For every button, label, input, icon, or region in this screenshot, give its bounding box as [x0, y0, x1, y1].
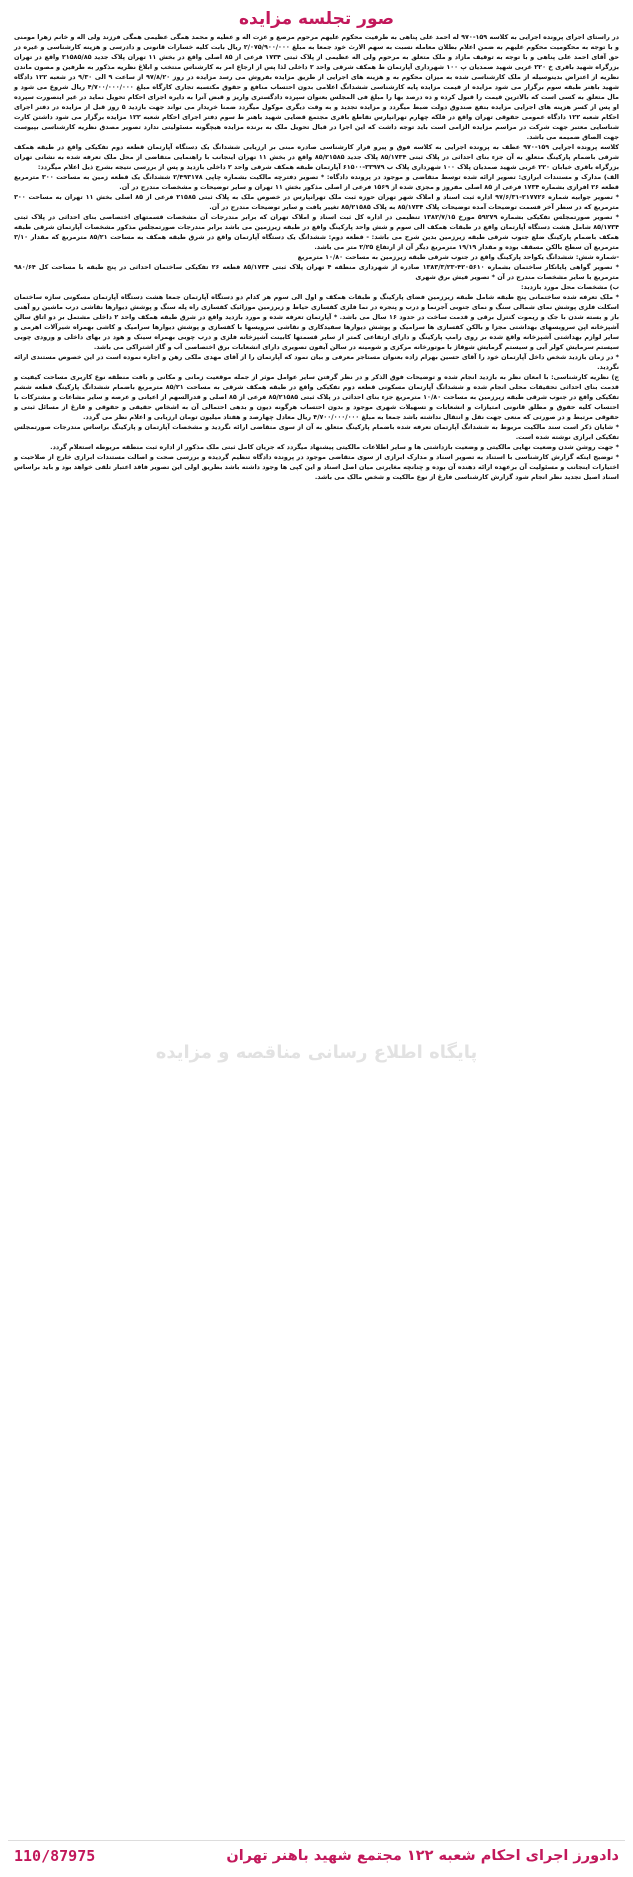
paragraph-intro: در راستای اجرای پرونده اجرایی به کلاسه ۱۵۹-۹۷۰ له احمد علی پناهی به طرفیت محکوم علیهم مرحوم مرصع و عزت اله و عطیه و محمد همگی عظیمی همگی فرزند ولی اله و خانم زهرا مومنی و با توجه به محکومیت محکوم علیهم به ضمن اعلام بطلان معامله نسبت به سهم الارث خود جمعا به مبلغ ۲/۰۷۵/۹۰۰/۰۰۰ ریال بابت کلیه خسارات قانونی و دادرسی و هزینه کارشناسی و غیره در حق آقای احمد علی پناهی و با توجه به توقیف مازاد و ملک متعلق به مرحوم ولی اله عظیمی از پلاک ثبتی ۱۷۳۴ فرعی از ۸۵ اصلی واقع در بخش ۱۱ تهران پلاک جدید ۲۱۵۸۵/۸۵ واقع در تهران بزرگراه شهید باقری خ ۲۲۰ غربی شهید صمدیان پ ۱۰۰ شهرداری آپارتمان ط همکف شرقی واحد ۲ داخلی لذا پس از ارجاع امر به کارشناس منتخب و ابلاغ نظریه مذکور به طرفین و مصون ماندن نظریه از اعتراض بدینوسیله از ملک کارشناسی شده به میزان محکوم به و هزینه های اجرایی از طریق مزایده بفروش می رسد مزایده در روز ۹۷/۸/۲۰ از ساعت ۹ الی ۹/۳۰ در شعبه ۱۲۲ دادگاه شهید باهنر طبقه سوم برگزار می شود مزایده از قیمت مزایده پایه کارشناسی ششدانگ اعلامی بدون احتساب منافع و حقوق مکتسبه تجاری کارگاه مبلغ ۴/۷۰۰/۰۰۰/۰۰۰ ریال شروع می شود و مال متعلق به کسی است که بالاترین قیمت را قبول کرده و ده درصد بها را مبلغ فی المجلس بعنوان سپرده دادگستری واریز و قبض آنرا به دایره اجرای احکام تحویل نماید در غیر اینصورت سپرده او پس از کسر هزینه های اجرایی مزایده بنفع صندوق دولت ضبط میگردد و مزایده تجدید و به وقت دیگری موکول میگردد ضمنا خریدار می تواند جهت بازدید ۵ روز قبل از مزایده در دفتر اجرای احکام شعبه ۱۲۲ دادگاه عمومی حقوقی تهران واقع در فلکه چهارم تهرانپارس تقاطع باقری مجتمع قضایی شهید باهنر ط سوم دفتر اجرای احکام شعبه ۱۲۲ مزایده برگزار می شود داشتن کارت شناسایی معتبر جهت شرکت در مراسم مزایده الزامی است باید توجه داشت که این اجرا در قبال تحویل ملک به برنده مزایده هیچگونه مسئولیتی ندارد تصویر مصدق نظریه کارشناسی بپیوست جهت الصاق ضمیمه می باشد. — [14, 33, 620, 141]
paragraph-registry-reply: * تصویر جوابیه شماره ۲۱۷۷۲۶-۹۷/۶/۳۱ اداره ثبت اسناد و املاک شهر تهران حوزه ثبت ملک تهرانپارس در خصوص ملک به پلاک ثبتی ۲۱۵۸۵ فرعی از ۸۵ اصلی بخش ۱۱ تهران به مساحت ۳۰۰ مترمربع که در سطر آخر قسمت توضیحات آمده توضیحات پلاک ۸۵/۱۷۳۴ به پلاک ۸۵/۲۱۵۸۵ تغییر یافت و سایر توضیحات مندرج در آن. — [14, 193, 619, 211]
paragraph-occupant: * در زمان بازدید شخص داخل آپارتمان خود را آقای حسین بهرام زاده بعنوان مستاجر معرفی و بیان نمود که آپارتمان را از آقای مهدی ملکی رهن و اجاره نموده است در این خصوص مستندی ارائه نگردید. — [14, 353, 619, 371]
paragraph-case: کلاسه پرونده اجرایی ۱۵۹-۹۷۰ عطف به پرونده اجرایی به کلاسه فوق و پیرو قرار کارشناسی صادره مبنی بر ارزیابی ششدانگ یک دستگاه آپارتمان قطعه دوم تفکیکی واقع در طبقه همکف شرقی باضمام پارکینگ متعلق به آن جزء بنای احداثی در پلاک ثبتی ۸۵/۱۷۳۴ پلاک جدید ۸۵/۲۱۵۸۵ واقع در بخش ۱۱ تهران اینجانب با راهنمایی متقاضی از محل ملک تعرفه شده به نشانی تهران بزرگراه باقری خیابان ۲۲۰ غربی شهید صمدیان پلاک ۱۰۰ شهرداری پلاک ب ۳۳۹۷۹-۶۱۵۰۰ آپارتمان طبقه همکف شرقی واحد ۲ داخلی بازدید و پس از بررسی نتیجه بشرح ذیل اعلام میگردد: — [14, 143, 619, 171]
paragraph-parking: -شماره شش: ششدانگ یکواحد پارکینگ واقع در جنوب شرقی طبقه زیرزمین به مساحت ۱۰/۸۰ مترمربع — [297, 253, 619, 261]
paragraph-expert-opinion: ج) نظریه کارشناسی: با امعان نظر به بازدید انجام شده و توضیحات فوق الذکر و در نظر گرفتن سایر عوامل موثر از جمله موقعیت زمانی و مکانی و بافت منطقه نوع کاربری مساحت کیفیت و قدمت بنای احداثی تحقیقات محلی انجام شده و ششدانگ آپارتمان مسکونی قطعه دوم تفکیکی واقع در طبقه همکف شرقی به مساحت ۸۵/۲۱ مترمربع باضمام ششدانگ پارکینگ قطعه ششم تفکیکی واقع در جنوب شرقی طبقه زیرزمین به مساحت ۱۰/۸۰ مترمربع جزء بنای احداثی در پلاک ثبتی ۸۵/۲۱۵۸۵ فرعی از ۸۵ اصلی و قدرالسهم از اعیانی و عرصه و سایر مشاعات و مشترکات با احتساب کلیه حقوق و مطلق قانونی امتیازات و انشعابات و تسهیلات شهری موجود و بدون احتساب هرگونه دیون و بدهی احتمالی آن به اشخاص حقیقی و حقوقی و فارغ از مسائل ثبتی و حقوقی مرتبط و در صورتی که منعی جهت نقل و انتقال نداشته باشد جمعا به مبلغ ۴/۷۰۰/۰۰۰/۰۰۰ ریال معادل چهارصد و هفتاد میلیون تومان ارزیابی و اعلام نظر می گردد. — [14, 373, 619, 421]
auction-notice — [8, 6, 625, 1868]
notice-footer — [8, 1843, 625, 1869]
paragraph-deed-note: * شایان ذکر است سند مالکیت مربوط به ششدانگ آپارتمان تعرفه شده باضمام پارکینگ متعلق به آن از سوی متقاضی ارائه نگردید و مشخصات آپارتمان و پارکینگ براساس مندرجات صورتمجلس تفکیکی ابرازی نوشته شده است. — [14, 423, 619, 441]
notice-body — [14, 32, 619, 482]
paragraph-site-description: * ملک تعرفه شده ساختمانی پنج طبقه شامل طبقه زیرزمین فضای پارکینگ و طبقات همکف و اول الی سوم هر کدام دو دستگاه آپارتمان جمعا هشت دستگاه آپارتمان مسکونی سازه ساختمان اسکلت فلزی پوشش نمای شمالی سنگ و نمای جنوبی آجرنما و درب و پنجره در نما فلزی کفسازی حیاط و زیرزمین موزائیک کفسازی راه پله سنگ و پوشش دیوارها نقاشی درب ماشین رو آهنی باز و بسته شدن با جک و ریموت کنترل برقی و قدمت ساخت در حدود ۱۶ سال می باشد. * آپارتمان تعرفه شده و مورد بازدید واقع در شرق طبقه همکف واحد ۲ داخلی مشتمل بر دو اتاق سالن آشپزخانه اپن سرویسهای بهداشتی مجزا و بالکن کفسازی ها سرامیک و پوشش دیوارها سفیدکاری و نقاشی سرویسها با کفسازی و پوشش دیوارها سرامیک و کاشی بهمراه شیرآلات اهرمی و سایر لوازم بهداشتی آشپزخانه واقع شده بر روی رامپ پارکینگ و دارای ارتفاعی کمتر از سایر قسمتها کابینت آشپزخانه فلزی و درب چوبی بهمراه سینک و هود در بهای داخلی و ورودی چوبی سیستم سرمایش کولر آبی و سیستم گرمایش شوفاژ با موتورخانه مرکزی و شومینه در سالن آیفون تصویری دارای انشعابات برق اختصاصی آب و گاز اشتراکی می باشد. — [14, 293, 619, 351]
footer-code: 110/87975 — [14, 1847, 96, 1865]
paragraph-site-heading: ب) مشخصات محل مورد بازدید: — [520, 283, 619, 291]
paragraph-registry-inquiry: * جهت روشن شدن وضعیت نهایی مالکیتی و وضعیت بازداشتی ها و سایر اطلاعات مالکیتی پیشنهاد میگردد که جریان کامل ثبتی ملک مذکور از اداره ثبت منطقه مربوطه استعلام گردد. — [50, 443, 619, 451]
footer-signature: دادورز اجرای احکام شعبه ۱۲۲ مجتمع شهید باهنر تهران — [226, 1848, 619, 1864]
paragraph-disclaimer: * توضیح اینکه گزارش کارشناسی با استناد به تصویر اسناد و مدارک ابرازی از سوی متقاضی موجود در پرونده دادگاه تنظیم گردیده و بررسی صحت و اصالت مستندات ابرازی خارج از صلاحیت و اختیارات اینجانب و مسئولیت آن برعهده ارائه دهنده آن بوده و چنانچه مغایرتی میان اصل اسناد و این کپی ها وجود داشته باشد بطریق اولی این تصویر فاقد اعتبار تلقی خواهد بود و باید براساس اسناد اصیل تجدید نظر انجام شود گزارش کارشناسی فارغ از نوع مالکیت و شخص مالک می باشد. — [14, 453, 619, 481]
paragraph-documents: الف) مدارک و مستندات ابرازی: تصویر ارائه شده توسط متقاضی و موجود در پرونده دادگاه: * تصویر دفترچه مالکیت بشماره چاپی ۲/۴۹۳۱۷۸ ششدانگ یک قطعه زمین به مساحت ۳۰۰ مترمربع قطعه ۲۶ افرازی بشماره ۱۷۳۴ فرعی از ۸۵ اصلی مفروز و مجزی شده از ۱۵۶۹ فرعی از اصلی مذکور بخش ۱۱ تهران و سایر توضیحات و مشخصات مندرج در آن. — [14, 173, 619, 191]
watermark-text: پایگاه اطلاع رسانی مناقصه و مزایده — [155, 1042, 478, 1063]
footer-divider — [8, 1840, 625, 1841]
notice-title: صور تجلسه مزایده — [238, 9, 395, 29]
paragraph-completion-cert: * تصویر گواهی پایانکار ساختمان بشماره ۴۲۰۵۶۱۰-۱۳۸۳/۳/۲۳ صادره از شهرداری منطقه ۴ تهران پلاک ثبتی ۸۵/۱۷۳۴ قطعه ۲۶ تفکیکی ساختمان احداثی در پنج طبقه با مساحت کل ۹۸۰/۶۴ مترمربع با سایر مشخصات مندرج در آن * تصویر فیش برق شهری — [14, 263, 619, 281]
paragraph-subdivision: * تصویر صورتمجلس تفکیکی بشماره ۵۹۲۷۹ مورخ ۱۳۸۲/۷/۱۵ تنظیمی در اداره کل ثبت اسناد و املاک تهران که برابر مندرجات آن مشخصات قسمتهای اختصاصی بنای احداثی در پلاک ثبتی ۸۵/۱۷۳۴ شامل هشت دستگاه آپارتمان واقع در طبقات همکف الی سوم و شش واحد پارکینگ واقع در طبقه زیرزمین می باشد برابر مندرجات صورتمجلس مذکور مشخصات آپارتمان شرقی طبقه همکف باضمام پارکینگ ضلع جنوب شرقی طبقه زیرزمین بدین شرح می باشد: - قطعه دوم: ششدانگ یک دستگاه آپارتمان واقع در شرق طبقه همکف به مساحت ۸۵/۲۱ مترمربع که مقدار ۳/۱۰ مترمربع آن سطح بالکن مسقف بوده و مقدار ۱۹/۱۹ مترمربع دیگر آن از ارتفاع ۲/۲۵ متر می باشد. — [14, 213, 619, 251]
